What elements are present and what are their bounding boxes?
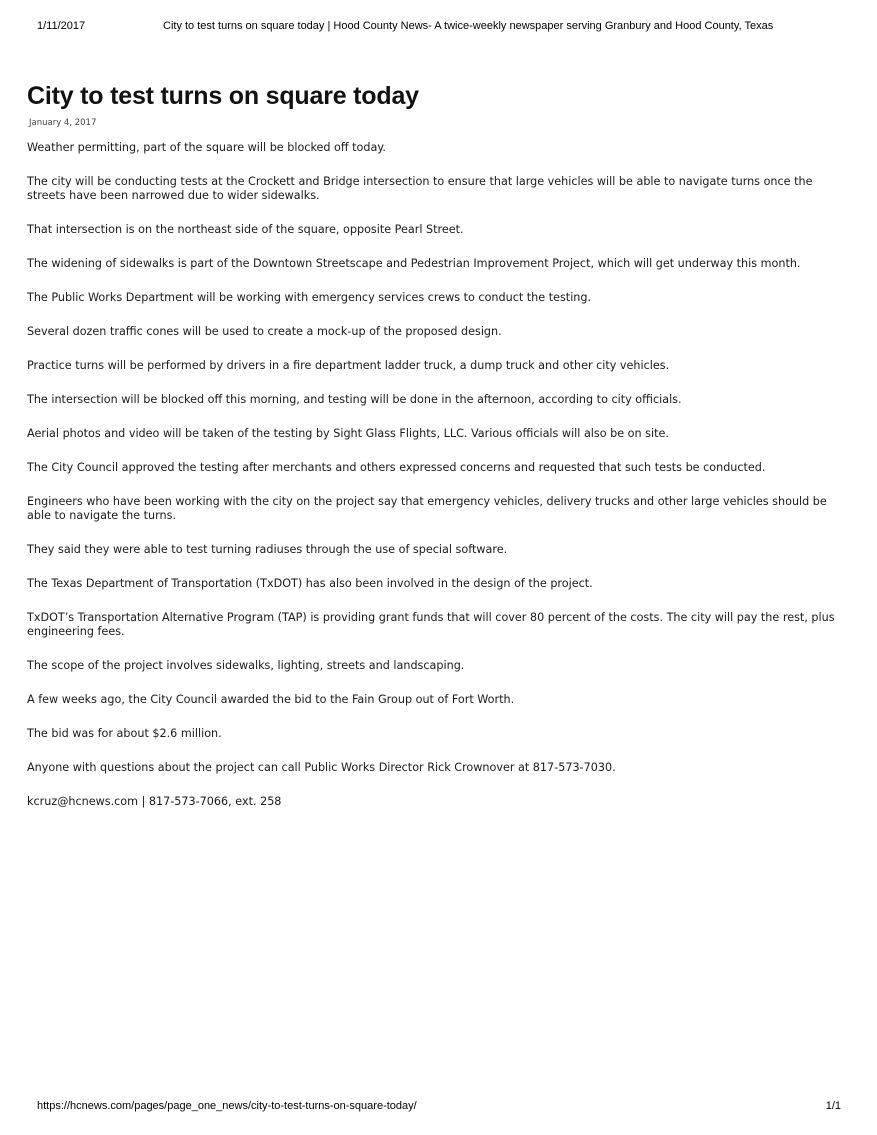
article [27, 80, 843, 829]
article-paragraph: The Public Works Department will be working with emergency services crews to conduct the testing. [27, 291, 592, 304]
print-footer [37, 1100, 841, 1116]
article-headline: City to test turns on square today [27, 82, 419, 110]
author-contact: kcruz@hcnews.com | 817-573-7066, ext. 258 [27, 795, 282, 808]
article-paragraph: TxDOT’s Transportation Alternative Program (TAP) is providing grant funds that will cover 80 percent of the costs. The city will pay the rest, plus engineering fees. [27, 611, 835, 638]
article-paragraph: Anyone with questions about the project can call Public Works Director Rick Crownover at 817-573-7030. [27, 761, 616, 774]
article-paragraph: A few weeks ago, the City Council awarded the bid to the Fain Group out of Fort Worth. [27, 693, 515, 706]
article-paragraph: The widening of sidewalks is part of the Downtown Streetscape and Pedestrian Improvement Project, which will get underway this month. [27, 257, 801, 270]
article-paragraph: They said they were able to test turning radiuses through the use of special software. [27, 543, 508, 556]
article-date: January 4, 2017 [29, 118, 97, 128]
article-paragraph: Several dozen traffic cones will be used to create a mock-up of the proposed design. [27, 325, 502, 338]
article-paragraph: The bid was for about $2.6 million. [27, 727, 222, 740]
article-paragraph: Engineers who have been working with the city on the project say that emergency vehicles, delivery trucks and other large vehicles should be able to navigate the turns. [27, 495, 827, 522]
print-page-number: 1/1 [825, 1100, 841, 1112]
article-paragraph: Weather permitting, part of the square will be blocked off today. [27, 141, 386, 154]
article-paragraph: The intersection will be blocked off this morning, and testing will be done in the afternoon, according to city officials. [27, 393, 682, 406]
article-paragraph: Aerial photos and video will be taken of the testing by Sight Glass Flights, LLC. Various officials will also be on site. [27, 427, 669, 440]
print-page-title: City to test turns on square today | Hood County News- A twice-weekly newspaper serving Granbury and Hood County, Texas [163, 20, 774, 32]
article-paragraph: That intersection is on the northeast side of the square, opposite Pearl Street. [27, 223, 464, 236]
article-paragraph: The City Council approved the testing after merchants and others expressed concerns and requested that such tests be conducted. [27, 461, 766, 474]
article-paragraph: The scope of the project involves sidewalks, lighting, streets and landscaping. [27, 659, 465, 672]
article-body [27, 141, 843, 809]
article-paragraph: Practice turns will be performed by drivers in a fire department ladder truck, a dump truck and other city vehicles. [27, 359, 670, 372]
article-paragraph: The Texas Department of Transportation (TxDOT) has also been involved in the design of the project. [27, 577, 593, 590]
print-header [37, 20, 857, 36]
print-date: 1/11/2017 [37, 20, 86, 32]
article-paragraph: The city will be conducting tests at the Crockett and Bridge intersection to ensure that large vehicles will be able to navigate turns once the streets have been narrowed due to wider sidewalks. [27, 175, 813, 202]
print-url: https://hcnews.com/pages/page_one_news/city-to-test-turns-on-square-today/ [37, 1100, 417, 1112]
